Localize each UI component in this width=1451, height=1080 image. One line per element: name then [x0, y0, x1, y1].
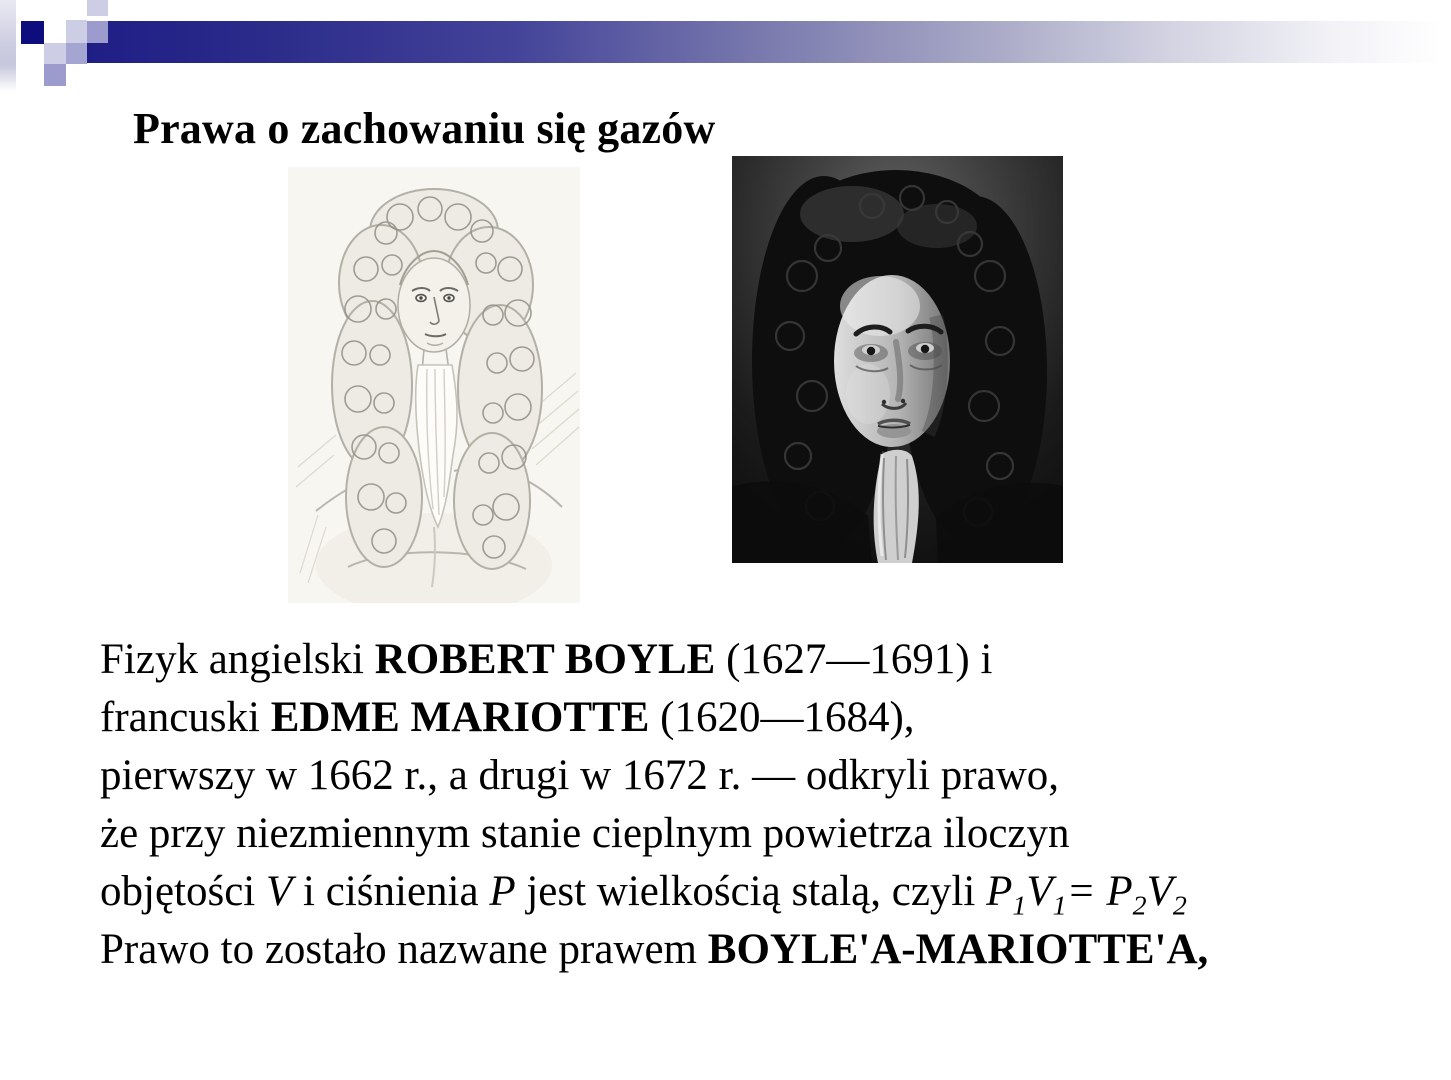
body-line [100, 863, 1430, 921]
header-gradient-bar [86, 21, 1442, 63]
deco-square-lavender [66, 20, 87, 43]
header-left-strip [0, 0, 16, 92]
text-run: objętości [100, 868, 266, 915]
text-run: Prawo to zostało nazwane prawem [100, 926, 708, 973]
deco-square-purple-3 [44, 64, 66, 86]
text-run: francuski [100, 694, 271, 741]
body-line [100, 921, 1430, 979]
text-run: jest wielkością stalą, czyli [515, 868, 987, 915]
text-run: (1620—1684), [649, 694, 915, 741]
text-run: ROBERT BOYLE [374, 636, 716, 683]
portrait-cravat [874, 450, 919, 563]
boyle-portrait-svg [732, 156, 1063, 563]
text-run: Fizyk angielski [100, 636, 375, 683]
text-run: V [1146, 868, 1173, 915]
text-run: P [489, 868, 516, 915]
deco-square-purple-2 [66, 43, 87, 64]
boyle-engraving-image [288, 167, 580, 603]
text-run: P [986, 868, 1013, 915]
text-run: 2 [1172, 890, 1187, 922]
body-line [100, 805, 1430, 863]
text-run: P [1106, 868, 1133, 915]
body-text [100, 631, 1430, 979]
deco-square-purple [87, 21, 108, 43]
text-run: V [266, 868, 293, 915]
text-run: BOYLE'A-MARIOTTE'A, [707, 926, 1209, 973]
body-line [100, 689, 1430, 747]
body-line [100, 631, 1430, 689]
text-run: i ciśnienia [292, 868, 490, 915]
text-run: EDME MARIOTTE [270, 694, 650, 741]
deco-square-lavender-top [87, 0, 108, 16]
deco-square-navy [21, 21, 44, 44]
boyle-engraving-svg [288, 167, 580, 603]
text-run: 1 [1052, 890, 1067, 922]
boyle-portrait-image [732, 156, 1063, 563]
text-run: 1 [1012, 890, 1027, 922]
body-line [100, 747, 1430, 805]
text-run: pierwszy w 1662 r., a drugi w 1672 r. — odkryli prawo, [100, 752, 1059, 799]
text-run: że przy niezmiennym stanie cieplnym powietrza iloczyn [100, 810, 1070, 857]
deco-square-lavender-2 [44, 43, 66, 64]
text-run: 2 [1132, 890, 1147, 922]
text-run: (1627—1691) i [715, 636, 993, 683]
text-run: V [1026, 868, 1053, 915]
slide-title: Prawa o zachowaniu się gazów [133, 104, 716, 153]
text-run: = [1066, 868, 1107, 915]
